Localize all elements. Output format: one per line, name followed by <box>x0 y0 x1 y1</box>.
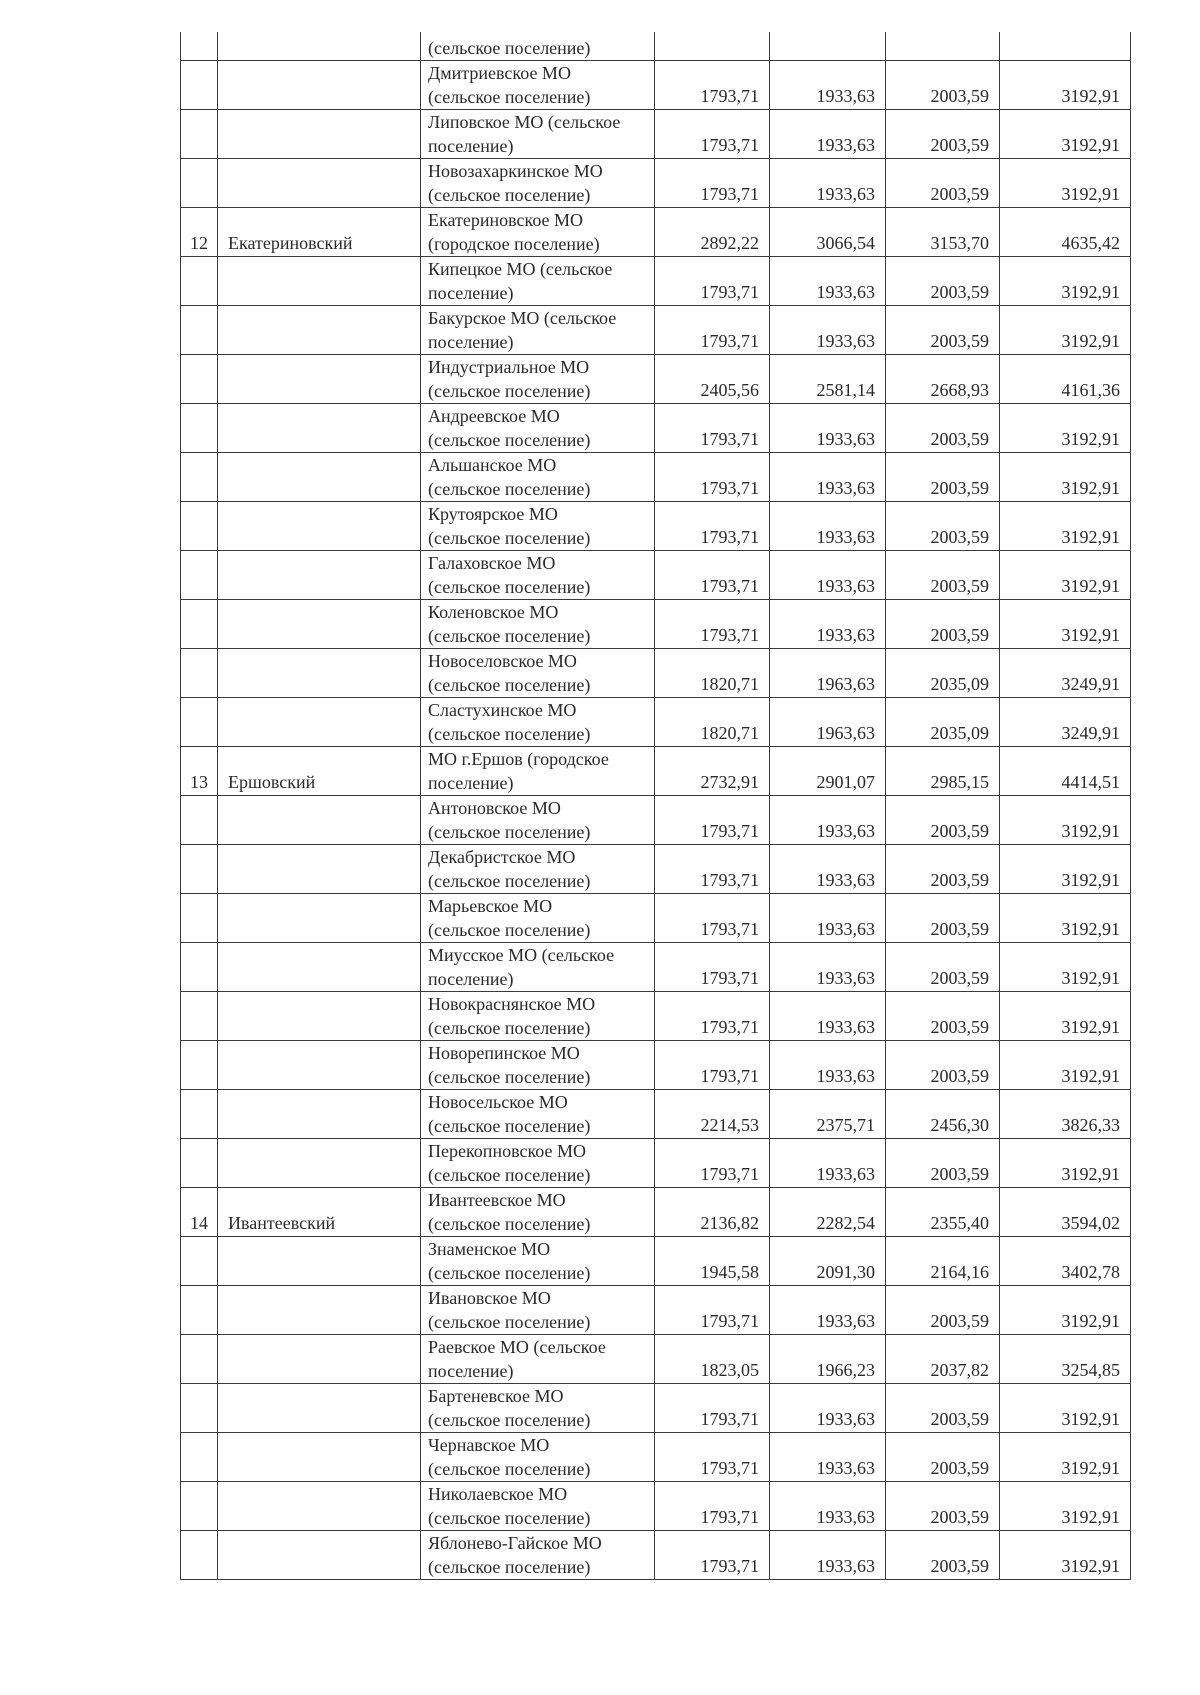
cell-value-3: 2003,59 <box>886 305 1000 354</box>
cell-value-1: 2732,91 <box>655 746 770 795</box>
table-row <box>181 1334 1131 1383</box>
tariff-table-page <box>180 32 1130 1580</box>
cell-value-4: 3192,91 <box>1000 158 1131 207</box>
table-row <box>181 501 1131 550</box>
cell-municipality: Бартеневское МО (сельское поселение) <box>421 1383 655 1432</box>
cell-district <box>218 1138 421 1187</box>
cell-value-1: 1793,71 <box>655 844 770 893</box>
cell-municipality: Раевское МО (сельское поселение) <box>421 1334 655 1383</box>
cell-district: Екатериновский <box>218 207 421 256</box>
cell-municipality: Знаменское МО (сельское поселение) <box>421 1236 655 1285</box>
cell-value-4: 3402,78 <box>1000 1236 1131 1285</box>
cell-district <box>218 1432 421 1481</box>
cell-value-1: 1793,71 <box>655 1481 770 1530</box>
cell-district <box>218 1236 421 1285</box>
cell-value-2: 1963,63 <box>770 697 886 746</box>
cell-value-2: 1933,63 <box>770 403 886 452</box>
cell-municipality: Крутоярское МО (сельское поселение) <box>421 501 655 550</box>
cell-number <box>181 648 218 697</box>
cell-value-4: 4161,36 <box>1000 354 1131 403</box>
table-row <box>181 1481 1131 1530</box>
cell-value-2: 1933,63 <box>770 256 886 305</box>
cell-value-2: 1933,63 <box>770 1138 886 1187</box>
cell-value-4: 3192,91 <box>1000 1138 1131 1187</box>
cell-municipality: Новоселовское МО (сельское поселение) <box>421 648 655 697</box>
table-row <box>181 354 1131 403</box>
cell-value-4: 3192,91 <box>1000 1481 1131 1530</box>
cell-district: Ивантеевский <box>218 1187 421 1236</box>
tariff-table <box>180 32 1131 1580</box>
cell-value-4: 4414,51 <box>1000 746 1131 795</box>
cell-value-3: 2003,59 <box>886 550 1000 599</box>
cell-number <box>181 1040 218 1089</box>
cell-district <box>218 256 421 305</box>
cell-value-4: 3192,91 <box>1000 991 1131 1040</box>
cell-value-4: 3192,91 <box>1000 60 1131 109</box>
cell-value-3: 2003,59 <box>886 795 1000 844</box>
cell-value-2: 1933,63 <box>770 942 886 991</box>
cell-number <box>181 403 218 452</box>
table-row <box>181 1089 1131 1138</box>
cell-district <box>218 158 421 207</box>
cell-value-3: 2003,59 <box>886 893 1000 942</box>
cell-value-4: 3192,91 <box>1000 942 1131 991</box>
cell-number <box>181 697 218 746</box>
cell-value-3: 2164,16 <box>886 1236 1000 1285</box>
cell-value-3: 2003,59 <box>886 1432 1000 1481</box>
cell-value-3: 2003,59 <box>886 501 1000 550</box>
cell-number: 13 <box>181 746 218 795</box>
cell-district <box>218 109 421 158</box>
table-row <box>181 1432 1131 1481</box>
cell-number <box>181 599 218 648</box>
table-row <box>181 991 1131 1040</box>
cell-value-2: 1963,63 <box>770 648 886 697</box>
cell-value-3: 2668,93 <box>886 354 1000 403</box>
cell-value-1: 1793,71 <box>655 403 770 452</box>
table-row <box>181 60 1131 109</box>
cell-number <box>181 550 218 599</box>
cell-value-4: 3192,91 <box>1000 550 1131 599</box>
cell-municipality: Кипецкое МО (сельское поселение) <box>421 256 655 305</box>
cell-district <box>218 550 421 599</box>
cell-municipality: Новорепинское МО (сельское поселение) <box>421 1040 655 1089</box>
cell-value-2: 1933,63 <box>770 158 886 207</box>
table-row <box>181 746 1131 795</box>
cell-number <box>181 452 218 501</box>
cell-value-1: 1793,71 <box>655 501 770 550</box>
cell-district <box>218 942 421 991</box>
cell-value-4: 4635,42 <box>1000 207 1131 256</box>
cell-municipality: Новосельское МО (сельское поселение) <box>421 1089 655 1138</box>
cell-municipality: Андреевское МО (сельское поселение) <box>421 403 655 452</box>
cell-value-2: 1933,63 <box>770 60 886 109</box>
cell-value-2 <box>770 32 886 60</box>
cell-value-1: 1793,71 <box>655 795 770 844</box>
cell-district <box>218 1040 421 1089</box>
cell-municipality: (сельское поселение) <box>421 32 655 60</box>
cell-municipality: Коленовское МО (сельское поселение) <box>421 599 655 648</box>
cell-value-4: 3192,91 <box>1000 1285 1131 1334</box>
cell-value-1: 1793,71 <box>655 305 770 354</box>
table-row <box>181 109 1131 158</box>
cell-number: 14 <box>181 1187 218 1236</box>
cell-value-3: 2003,59 <box>886 1138 1000 1187</box>
cell-district <box>218 991 421 1040</box>
table-row <box>181 452 1131 501</box>
cell-number <box>181 256 218 305</box>
cell-value-3: 2003,59 <box>886 60 1000 109</box>
cell-value-1 <box>655 32 770 60</box>
cell-value-2: 2375,71 <box>770 1089 886 1138</box>
cell-value-3: 2003,59 <box>886 1530 1000 1579</box>
cell-municipality: МО г.Ершов (городское поселение) <box>421 746 655 795</box>
cell-value-1: 1793,71 <box>655 942 770 991</box>
cell-value-4: 3192,91 <box>1000 599 1131 648</box>
cell-district <box>218 32 421 60</box>
cell-value-2: 3066,54 <box>770 207 886 256</box>
cell-number <box>181 893 218 942</box>
table-row <box>181 942 1131 991</box>
cell-number <box>181 1138 218 1187</box>
cell-municipality: Новозахаркинское МО (сельское поселение) <box>421 158 655 207</box>
cell-district <box>218 1530 421 1579</box>
cell-value-4: 3192,91 <box>1000 256 1131 305</box>
table-row <box>181 207 1131 256</box>
cell-value-1: 1793,71 <box>655 1285 770 1334</box>
cell-value-2: 1933,63 <box>770 1530 886 1579</box>
cell-value-4: 3192,91 <box>1000 844 1131 893</box>
cell-number <box>181 501 218 550</box>
cell-value-1: 1793,71 <box>655 256 770 305</box>
cell-value-2: 1933,63 <box>770 1285 886 1334</box>
table-row <box>181 256 1131 305</box>
cell-value-1: 2214,53 <box>655 1089 770 1138</box>
cell-value-2: 1933,63 <box>770 109 886 158</box>
cell-value-4: 3192,91 <box>1000 501 1131 550</box>
cell-value-3: 2985,15 <box>886 746 1000 795</box>
cell-value-4: 3192,91 <box>1000 1040 1131 1089</box>
table-row <box>181 1138 1131 1187</box>
table-row <box>181 599 1131 648</box>
cell-value-1: 1793,71 <box>655 1040 770 1089</box>
cell-district <box>218 648 421 697</box>
cell-municipality: Дмитриевское МО (сельское поселение) <box>421 60 655 109</box>
cell-value-2: 1933,63 <box>770 844 886 893</box>
cell-number <box>181 1334 218 1383</box>
table-row <box>181 550 1131 599</box>
cell-number <box>181 1383 218 1432</box>
cell-district <box>218 1089 421 1138</box>
cell-district <box>218 1481 421 1530</box>
cell-value-4: 3249,91 <box>1000 648 1131 697</box>
cell-value-4: 3594,02 <box>1000 1187 1131 1236</box>
cell-value-3: 2035,09 <box>886 648 1000 697</box>
cell-municipality: Липовское МО (сельское поселение) <box>421 109 655 158</box>
cell-value-1: 1793,71 <box>655 1530 770 1579</box>
cell-district <box>218 697 421 746</box>
cell-number <box>181 1285 218 1334</box>
cell-value-1: 1945,58 <box>655 1236 770 1285</box>
cell-district: Ершовский <box>218 746 421 795</box>
cell-value-1: 2405,56 <box>655 354 770 403</box>
cell-value-3: 2003,59 <box>886 1040 1000 1089</box>
table-row <box>181 795 1131 844</box>
cell-district <box>218 599 421 648</box>
cell-district <box>218 354 421 403</box>
cell-value-2: 1933,63 <box>770 550 886 599</box>
cell-district <box>218 403 421 452</box>
cell-municipality: Декабристское МО (сельское поселение) <box>421 844 655 893</box>
cell-value-3: 2003,59 <box>886 991 1000 1040</box>
cell-value-1: 1793,71 <box>655 991 770 1040</box>
cell-value-2: 1933,63 <box>770 599 886 648</box>
cell-number <box>181 109 218 158</box>
cell-value-3: 2037,82 <box>886 1334 1000 1383</box>
cell-value-3: 2003,59 <box>886 942 1000 991</box>
cell-value-2: 1933,63 <box>770 452 886 501</box>
cell-value-2: 1933,63 <box>770 893 886 942</box>
cell-value-2: 2282,54 <box>770 1187 886 1236</box>
cell-number <box>181 795 218 844</box>
cell-value-1: 1793,71 <box>655 550 770 599</box>
cell-value-1: 1823,05 <box>655 1334 770 1383</box>
table-row <box>181 893 1131 942</box>
cell-district <box>218 1334 421 1383</box>
cell-value-4: 3192,91 <box>1000 1383 1131 1432</box>
table-row <box>181 305 1131 354</box>
table-row <box>181 1285 1131 1334</box>
cell-district <box>218 452 421 501</box>
cell-value-3: 2003,59 <box>886 1383 1000 1432</box>
cell-district <box>218 60 421 109</box>
cell-value-4: 3192,91 <box>1000 403 1131 452</box>
cell-value-4: 3192,91 <box>1000 1530 1131 1579</box>
cell-value-2: 2091,30 <box>770 1236 886 1285</box>
cell-number <box>181 1530 218 1579</box>
cell-value-3: 2003,59 <box>886 109 1000 158</box>
cell-value-2: 2901,07 <box>770 746 886 795</box>
table-row <box>181 158 1131 207</box>
cell-municipality: Перекопновское МО (сельское поселение) <box>421 1138 655 1187</box>
cell-value-2: 2581,14 <box>770 354 886 403</box>
cell-municipality: Ивантеевское МО (сельское поселение) <box>421 1187 655 1236</box>
cell-number <box>181 1432 218 1481</box>
cell-number <box>181 305 218 354</box>
cell-value-2: 1933,63 <box>770 501 886 550</box>
table-row <box>181 648 1131 697</box>
cell-district <box>218 844 421 893</box>
cell-number <box>181 991 218 1040</box>
cell-value-3: 2456,30 <box>886 1089 1000 1138</box>
cell-municipality: Новокраснянское МО (сельское поселение) <box>421 991 655 1040</box>
cell-number <box>181 158 218 207</box>
cell-municipality: Бакурское МО (сельское поселение) <box>421 305 655 354</box>
cell-value-4: 3826,33 <box>1000 1089 1131 1138</box>
cell-district <box>218 305 421 354</box>
cell-value-4 <box>1000 32 1131 60</box>
cell-value-2: 1933,63 <box>770 1481 886 1530</box>
cell-value-2: 1933,63 <box>770 795 886 844</box>
cell-value-2: 1966,23 <box>770 1334 886 1383</box>
cell-number: 12 <box>181 207 218 256</box>
cell-value-1: 1793,71 <box>655 1383 770 1432</box>
cell-value-1: 1820,71 <box>655 697 770 746</box>
table-row <box>181 844 1131 893</box>
cell-number <box>181 60 218 109</box>
cell-value-4: 3192,91 <box>1000 1432 1131 1481</box>
cell-municipality: Альшанское МО (сельское поселение) <box>421 452 655 501</box>
cell-value-1: 1793,71 <box>655 60 770 109</box>
cell-value-3: 2003,59 <box>886 599 1000 648</box>
cell-municipality: Миусское МО (сельское поселение) <box>421 942 655 991</box>
cell-value-4: 3192,91 <box>1000 795 1131 844</box>
table-row <box>181 1236 1131 1285</box>
cell-value-4: 3192,91 <box>1000 893 1131 942</box>
cell-value-1: 1793,71 <box>655 599 770 648</box>
table-row <box>181 1530 1131 1579</box>
cell-district <box>218 795 421 844</box>
cell-municipality: Екатериновское МО (городское поселение) <box>421 207 655 256</box>
cell-value-3: 2003,59 <box>886 256 1000 305</box>
table-row <box>181 403 1131 452</box>
cell-municipality: Яблонево-Гайское МО (сельское поселение) <box>421 1530 655 1579</box>
cell-value-3: 2035,09 <box>886 697 1000 746</box>
cell-number <box>181 1481 218 1530</box>
cell-municipality: Чернавское МО (сельское поселение) <box>421 1432 655 1481</box>
cell-municipality: Марьевское МО (сельское поселение) <box>421 893 655 942</box>
cell-number <box>181 1089 218 1138</box>
cell-value-3: 2003,59 <box>886 158 1000 207</box>
cell-value-3: 2003,59 <box>886 452 1000 501</box>
cell-district <box>218 893 421 942</box>
cell-value-3: 2003,59 <box>886 844 1000 893</box>
cell-number <box>181 32 218 60</box>
table-row-continued <box>181 32 1131 60</box>
cell-value-1: 1793,71 <box>655 109 770 158</box>
cell-municipality: Галаховское МО (сельское поселение) <box>421 550 655 599</box>
table-row <box>181 1383 1131 1432</box>
cell-value-1: 1793,71 <box>655 893 770 942</box>
cell-value-3: 2003,59 <box>886 403 1000 452</box>
cell-value-2: 1933,63 <box>770 991 886 1040</box>
table-body <box>181 32 1131 1579</box>
cell-value-1: 2892,22 <box>655 207 770 256</box>
table-row <box>181 1187 1131 1236</box>
cell-value-3: 2355,40 <box>886 1187 1000 1236</box>
cell-value-1: 2136,82 <box>655 1187 770 1236</box>
cell-value-4: 3192,91 <box>1000 452 1131 501</box>
cell-value-4: 3192,91 <box>1000 305 1131 354</box>
cell-value-1: 1793,71 <box>655 158 770 207</box>
cell-value-3: 2003,59 <box>886 1481 1000 1530</box>
cell-value-3 <box>886 32 1000 60</box>
cell-value-4: 3254,85 <box>1000 1334 1131 1383</box>
cell-value-3: 3153,70 <box>886 207 1000 256</box>
cell-municipality: Ивановское МО (сельское поселение) <box>421 1285 655 1334</box>
cell-district <box>218 1285 421 1334</box>
cell-value-1: 1793,71 <box>655 1138 770 1187</box>
cell-value-1: 1793,71 <box>655 1432 770 1481</box>
cell-number <box>181 1236 218 1285</box>
cell-district <box>218 501 421 550</box>
cell-value-4: 3192,91 <box>1000 109 1131 158</box>
table-row <box>181 697 1131 746</box>
cell-value-2: 1933,63 <box>770 1383 886 1432</box>
cell-municipality: Николаевское МО (сельское поселение) <box>421 1481 655 1530</box>
cell-number <box>181 354 218 403</box>
cell-municipality: Сластухинское МО (сельское поселение) <box>421 697 655 746</box>
cell-value-4: 3249,91 <box>1000 697 1131 746</box>
cell-value-1: 1820,71 <box>655 648 770 697</box>
cell-municipality: Антоновское МО (сельское поселение) <box>421 795 655 844</box>
cell-value-3: 2003,59 <box>886 1285 1000 1334</box>
cell-value-2: 1933,63 <box>770 1040 886 1089</box>
table-row <box>181 1040 1131 1089</box>
cell-number <box>181 942 218 991</box>
cell-value-2: 1933,63 <box>770 1432 886 1481</box>
cell-value-2: 1933,63 <box>770 305 886 354</box>
cell-value-1: 1793,71 <box>655 452 770 501</box>
cell-number <box>181 844 218 893</box>
cell-municipality: Индустриальное МО (сельское поселение) <box>421 354 655 403</box>
cell-district <box>218 1383 421 1432</box>
